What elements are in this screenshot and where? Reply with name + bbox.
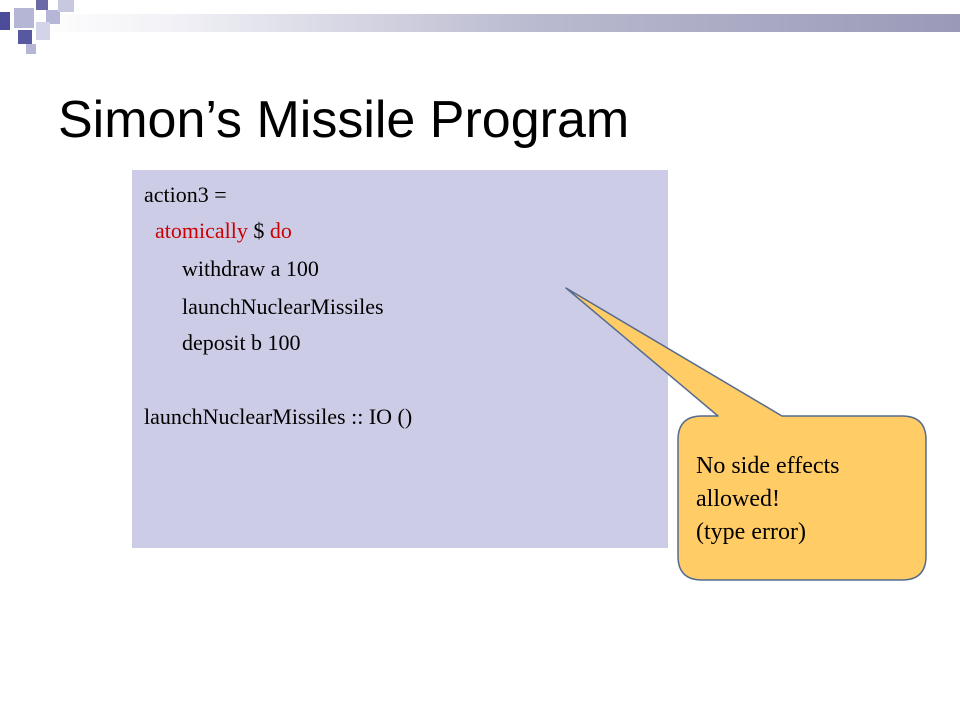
callout-line-3: (type error) <box>696 519 806 545</box>
code-line-5: deposit b 100 <box>182 330 301 355</box>
keyword-do: do <box>269 218 292 243</box>
code-line-4: launchNuclearMissiles <box>182 294 384 319</box>
callout-line-2: allowed! <box>696 486 780 512</box>
code-line-3: withdraw a 100 <box>182 256 319 281</box>
keyword-atomically: atomically <box>155 218 248 243</box>
callout-text <box>696 450 840 549</box>
code-line-1: action3 = <box>144 182 227 207</box>
callout-line-1: No side effects <box>696 453 840 479</box>
code-line-6: launchNuclearMissiles :: IO () <box>144 404 413 429</box>
slide-title: Simon’s Missile Program <box>58 91 630 149</box>
code-operator: $ <box>247 218 270 243</box>
